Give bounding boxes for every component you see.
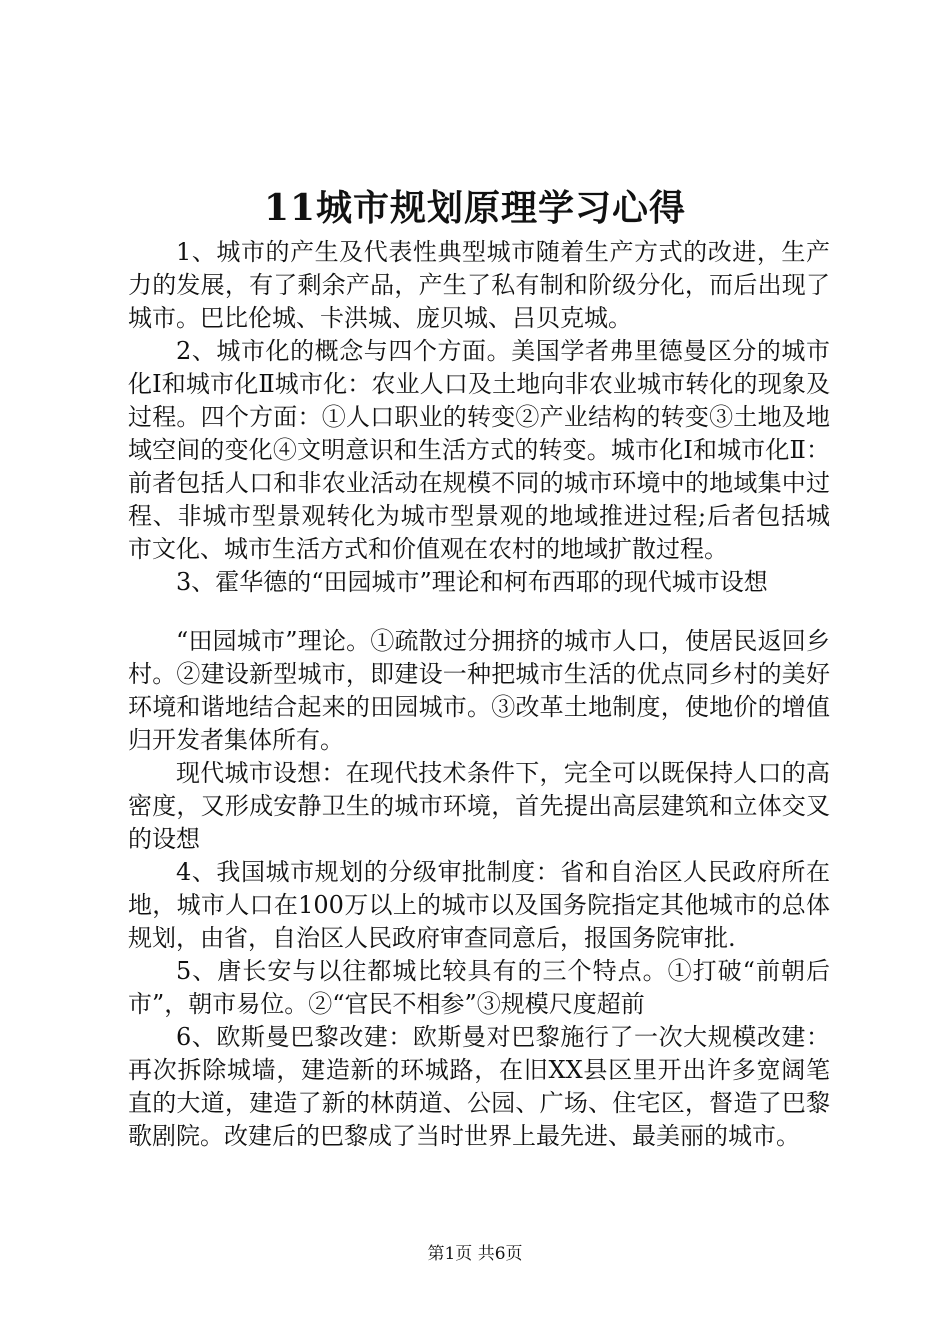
paragraph-garden-city: “田园城市”理论。①疏散过分拥挤的城市人口，使居民返回乡村。②建设新型城市，即建设一种把城市生活的优点同乡村的美好环境和谐地结合起来的田园城市。③改革土地制度，使地价的增值归开发者集体所有。 — [128, 627, 830, 754]
paragraph-1: 1、城市的产生及代表性典型城市随着生产方式的改进，生产力的发展，有了剩余产品，产生了私有制和阶级分化，而后出现了城市。巴比伦城、卡洪城、庞贝城、吕贝克城。 — [128, 238, 830, 332]
document-title: 11城市规划原理学习心得 — [263, 187, 687, 229]
paragraph-2: 2、城市化的概念与四个方面。美国学者弗里德曼区分的城市化Ⅰ和城市化Ⅱ城市化：农业人口及土地向非农业城市转化的现象及过程。四个方面：①人口职业的转变②产业结构的转变③土地及地域空间的变化④文明意识和生活方式的转变。城市化Ⅰ和城市化Ⅱ：前者包括人口和非农业活动在规模不同的城市环境中的地域集中过程、非城市型景观转化为城市型景观的地域推进过程;后者包括城市文化、城市生活方式和价值观在农村的地域扩散过程。 — [128, 337, 830, 563]
paragraph-modern-city: 现代城市设想：在现代技术条件下，完全可以既保持人口的高密度，又形成安静卫生的城市环境，首先提出高层建筑和立体交叉的设想 — [128, 759, 830, 853]
document-body — [128, 236, 830, 1153]
paragraph-6: 6、欧斯曼巴黎改建：欧斯曼对巴黎施行了一次大规模改建：再次拆除城墙，建造新的环城路，在旧XX县区里开出许多宽阔笔直的大道，建造了新的林荫道、公园、广场、住宅区，督造了巴黎歌剧院。改建后的巴黎成了当时世界上最先进、最美丽的城市。 — [128, 1023, 830, 1150]
paragraph-4: 4、我国城市规划的分级审批制度：省和自治区人民政府所在地，城市人口在100万以上的城市以及国务院指定其他城市的总体规划，由省，自治区人民政府审查同意后，报国务院审批. — [128, 858, 830, 952]
paragraph-3: 3、霍华德的“田园城市”理论和柯布西耶的现代城市设想 — [176, 568, 768, 596]
page-footer: 第1页 共6页 — [427, 1244, 523, 1264]
paragraph-5: 5、唐长安与以往都城比较具有的三个特点。①打破“前朝后市”，朝市易位。②“官民不相参”③规模尺度超前 — [128, 957, 830, 1018]
